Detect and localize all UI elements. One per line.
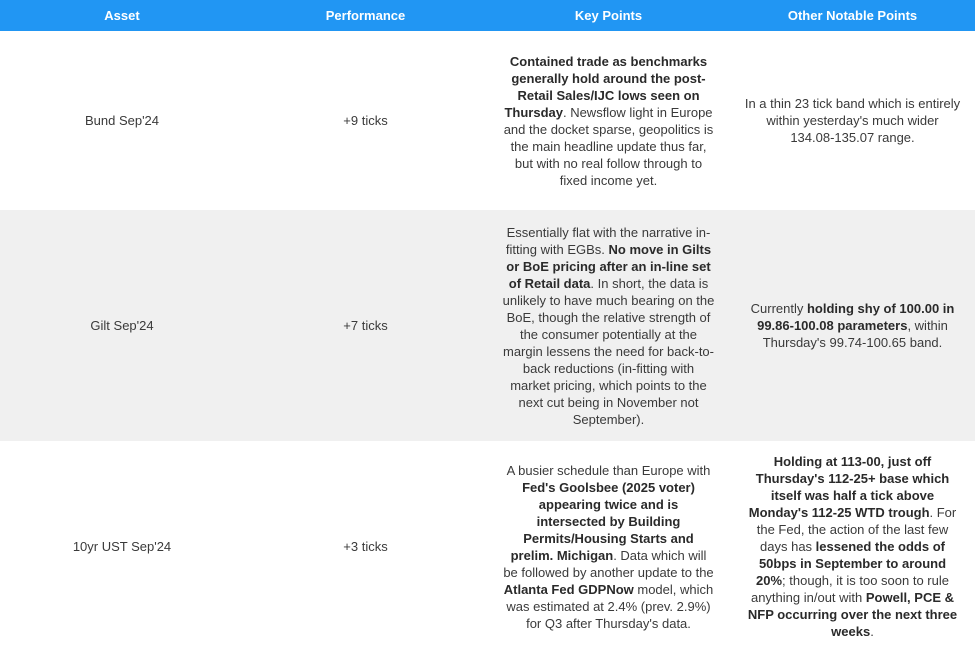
text-segment: . (870, 624, 874, 639)
text-segment: , within Thursday's 99.74-100.65 band. (762, 318, 948, 350)
text-segment: model, which was estimated at 2.4% (prev. 2.9%) for Q3 after Thursday's data. (506, 581, 714, 631)
table-row (0, 210, 975, 441)
other-points-cell (730, 31, 975, 210)
text-segment: In a thin 23 tick band which is entirely within yesterday's much wider 134.08-135.07 range. (744, 96, 961, 145)
header-asset: Asset (0, 0, 244, 31)
text-segment: Currently (750, 301, 807, 316)
text-segment: Essentially flat with the narrative in-fitting with EGBs. (505, 224, 711, 257)
header-row (0, 0, 975, 31)
bold-text-segment: Holding at 113-00, just off Thursday's 112-25+ base which itself was half a tick above Monday's 112-25 WTD trough (748, 454, 950, 520)
performance-cell: +7 ticks (244, 210, 487, 441)
table-row (0, 31, 975, 210)
text-segment: . Newsflow light in Europe and the docket sparse, geopolitics is the main headline update thus far, but with no real follow through to fixed income yet. (503, 104, 714, 188)
performance-cell: +9 ticks (244, 31, 487, 210)
key-points-cell (487, 210, 730, 441)
text-segment: . For the Fed, the action of the last few days has (756, 505, 957, 554)
table-row (0, 441, 975, 652)
performance-cell: +3 ticks (244, 441, 487, 652)
bold-text-segment: Powell, PCE & NFP occurring over the next three weeks (747, 590, 958, 639)
asset-cell: Gilt Sep'24 (0, 210, 244, 441)
text-segment: A busier schedule than Europe with (506, 462, 711, 478)
bold-text-segment: holding shy of 100.00 in 99.86-100.08 parameters (757, 301, 955, 333)
key-points-cell (487, 31, 730, 210)
text-segment: . Data which will be followed by another update to the (503, 547, 714, 580)
other-points-cell (730, 210, 975, 441)
bold-text-segment: lessened the odds of 50bps in September to around 20% (756, 539, 947, 588)
header-key-points: Key Points (487, 0, 730, 31)
bold-text-segment: Fed's Goolsbee (2025 voter) appearing twice and is intersected by Building Permits/Housing Starts and prelim. Michigan (510, 479, 695, 563)
bold-text-segment: Atlanta Fed GDPNow (503, 581, 634, 597)
bold-text-segment: No move in Gilts or BoE pricing after an in-line set of Retail data (506, 241, 712, 291)
other-points-cell (730, 441, 975, 652)
header-performance: Performance (244, 0, 487, 31)
key-points-cell (487, 441, 730, 652)
text-segment: . In short, the data is unlikely to have much bearing on the BoE, though the relative strength of the consumer potentially at the margin lessens the need for back-to-back reductions (in-fitting with market pricing, which points to the next cut being in November not September). (502, 275, 715, 427)
asset-cell: Bund Sep'24 (0, 31, 244, 210)
asset-cell: 10yr UST Sep'24 (0, 441, 244, 652)
bold-text-segment: Contained trade as benchmarks generally hold around the post-Retail Sales/IJC lows seen on Thursday (504, 53, 708, 120)
text-segment: ; though, it is too soon to rule anything in/out with (750, 573, 949, 605)
header-other-notable-points: Other Notable Points (730, 0, 975, 31)
